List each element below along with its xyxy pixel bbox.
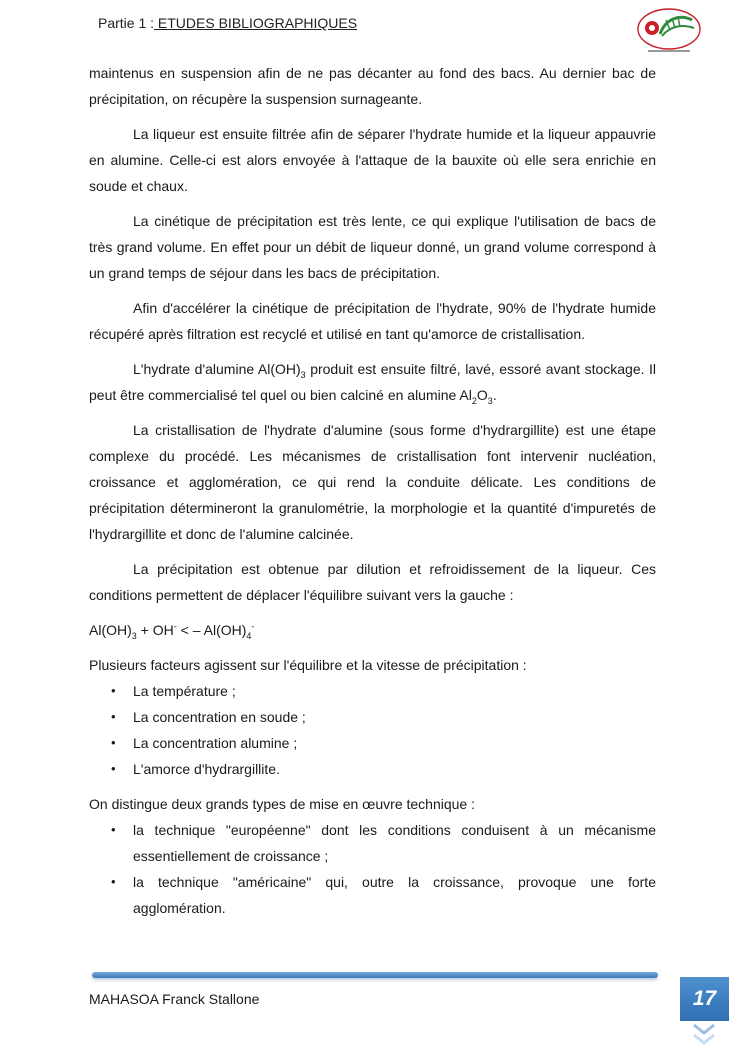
list-item: • la technique "américaine" qui, outre la croissance, provoque une forte agglomération. bbox=[133, 869, 656, 921]
paragraph: Afin d'accélérer la cinétique de précipitation de l'hydrate, 90% de l'hydrate humide récupéré après filtration est recyclé et utilisé en tant qu'amorce de cristallisation. bbox=[89, 300, 656, 342]
chevron-down-icon bbox=[680, 1021, 729, 1053]
list-item: • L'amorce d'hydrargillite. bbox=[133, 756, 656, 782]
footer-divider bbox=[92, 972, 658, 978]
list-item: • La concentration alumine ; bbox=[133, 730, 656, 756]
paragraph: La cinétique de précipitation est très lente, ce qui explique l'utilisation de bacs de très grand volume. En effet pour un débit de liqueur donné, un grand volume correspond à un grand temps de séjour dans les bacs de précipitation. bbox=[89, 213, 656, 281]
list-item: • la technique "européenne" dont les conditions conduisent à un mécanisme essentiellement de croissance ; bbox=[133, 817, 656, 869]
factors-list bbox=[89, 678, 656, 782]
header-title bbox=[98, 15, 357, 31]
paragraph: La liqueur est ensuite filtrée afin de séparer l'hydrate humide et la liqueur appauvrie en alumine. Celle-ci est alors envoyée à l'attaque de la bauxite où elle sera enrichie en soude et chaux. bbox=[89, 126, 656, 194]
header-section-title: ETUDES BIBLIOGRAPHIQUES bbox=[154, 15, 358, 31]
paragraph: La précipitation est obtenue par dilution et refroidissement de la liqueur. Ces conditions permettent de déplacer l'équilibre suivant vers la gauche : bbox=[89, 561, 656, 603]
factors-intro: Plusieurs facteurs agissent sur l'équilibre et la vitesse de précipitation : bbox=[89, 657, 527, 673]
types-list bbox=[89, 817, 656, 921]
header-prefix: Partie 1 : bbox=[98, 15, 155, 31]
page-number: 17 bbox=[680, 977, 729, 1021]
list-item: • La concentration en soude ; bbox=[133, 704, 656, 730]
footer-author: MAHASOA Franck Stallone bbox=[89, 991, 260, 1007]
institution-logo-icon bbox=[636, 6, 702, 56]
paragraph: La cristallisation de l'hydrate d'alumine (sous forme d'hydrargillite) est une étape complexe du procédé. Les mécanismes de cristallisation font intervenir nucléation, croissance et agglomération, ce qui rend la conduite délicate. Les conditions de précipitation détermineront la granulométrie, la morphologie et la quantité d'impuretés de l'hydrargillite et donc de l'alumine calcinée. bbox=[89, 422, 656, 542]
list-item: • La température ; bbox=[133, 678, 656, 704]
types-intro: On distingue deux grands types de mise en œuvre technique : bbox=[89, 796, 475, 812]
paragraph-hydrate-storage: L'hydrate d'alumine $Al(OH)_3$ produit est ensuite filtré, lavé, essoré avant stockage. Il peut être commercialisé tel quel ou bien calciné en alumine $Al_2O_3$. bbox=[89, 361, 656, 406]
document-body bbox=[89, 60, 656, 930]
paragraph: maintenus en suspension afin de ne pas décanter au fond des bacs. Au dernier bac de précipitation, on récupère la suspension surnageante. bbox=[89, 65, 656, 107]
chemical-equation: $Al(OH)_3 + OH^-$ < – $Al(OH)_4^-$ bbox=[89, 621, 255, 641]
